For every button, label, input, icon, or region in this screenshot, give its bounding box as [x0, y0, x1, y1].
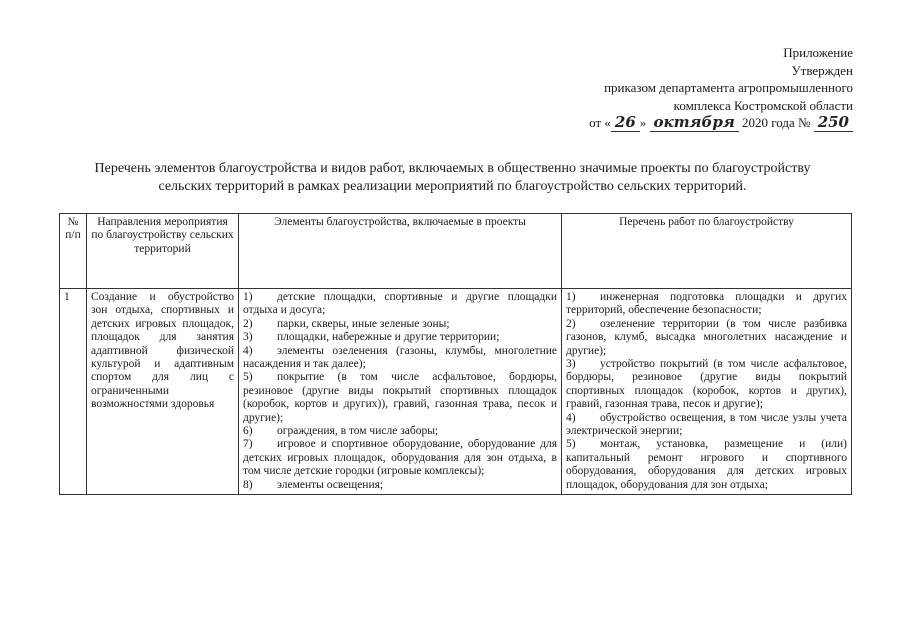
list-item: 4) элементы озеленения (газоны, клумбы, многолетние насаждения и так далее);	[243, 344, 557, 371]
row-works	[562, 289, 852, 495]
title-line-2: сельских территорий в рамках реализации мероприятий по благоустройство сельских территорий.	[158, 179, 747, 194]
list-item: 4) обустройство освещения, в том числе узлы учета электрической энергии;	[566, 411, 847, 438]
approved-label: Утвержден	[791, 62, 853, 78]
list-item: 5) покрытие (в том числе асфальтовое, бордюры, резиновое (другие виды покрытий спортивных площадок (коробок, кортов и других)), гравий, газонная трава, песок и другие);	[243, 371, 557, 424]
row-elements	[239, 289, 562, 495]
list-item: 8) элементы освещения;	[243, 478, 384, 491]
list-item: 2) парки, скверы, иные зеленые зоны;	[243, 317, 450, 330]
list-item: 2) озеленение территории (в том числе разбивка газонов, клумб, высадка многолетних насаждение и другие);	[566, 317, 847, 357]
works-table	[59, 213, 852, 495]
table-row	[60, 289, 852, 495]
document-title	[40, 160, 865, 196]
list-item: 5) монтаж, установка, размещение и (или) капитальный ремонт игрового и спортивного оборудования, оборудования для детских игровых площадок, оборудования для зон отдыха;	[566, 438, 847, 491]
row-direction: Создание и обустройство зон отдыха, спортивных и детских игровых площадок, площадок для занятия адаптивной физической культурой и адаптивным спортом для лиц с ограниченными возможностями здоровья	[87, 289, 239, 495]
row-number: 1	[60, 289, 87, 495]
order-date-line	[589, 114, 853, 132]
list-item: 1) инженерная подготовка площадки и других территорий, обеспечение безопасности;	[566, 291, 847, 317]
title-line-1: Перечень элементов благоустройства и видов работ, включаемых в общественно значимые проекты по благоустройству	[94, 161, 811, 176]
list-item: 6) ограждения, в том числе заборы;	[243, 425, 439, 438]
date-year: 2020 года №	[742, 115, 811, 130]
order-number: 250	[814, 113, 853, 132]
order-line-1: приказом департамента агропромышленного	[604, 80, 853, 95]
date-mid: »	[639, 115, 647, 130]
list-item: 3) устройство покрытий (в том числе асфальтовое, бордюры, резиновое (другие виды покрытий спортивных площадок (коробок, кортов и других), гравий, газонная трава, песок и другие);	[566, 358, 847, 411]
header-number: № п/п	[60, 214, 87, 289]
table-header-row	[60, 214, 852, 289]
date-prefix: от «	[589, 115, 611, 130]
list-item: 3) площадки, набережные и другие территории;	[243, 331, 500, 344]
header-works: Перечень работ по благоустройству	[562, 214, 852, 289]
appendix-label: Приложение	[783, 45, 853, 60]
header-direction: Направления мероприятия по благоустройству сельских территорий	[87, 214, 239, 289]
header-elements: Элементы благоустройства, включаемые в проекты	[239, 214, 562, 289]
list-item: 1) детские площадки, спортивные и другие площадки отдыха и досуга;	[243, 291, 557, 317]
approval-block	[589, 44, 853, 132]
list-item: 7) игровое и спортивное оборудование, оборудование для детских игровых площадок, оборудования для зон отдыха, в том числе детские городки (игровые комплексы);	[243, 438, 557, 478]
date-day: 26	[611, 113, 640, 132]
date-month: октября	[650, 113, 739, 132]
order-line-2: комплекса Костромской области	[673, 97, 853, 113]
